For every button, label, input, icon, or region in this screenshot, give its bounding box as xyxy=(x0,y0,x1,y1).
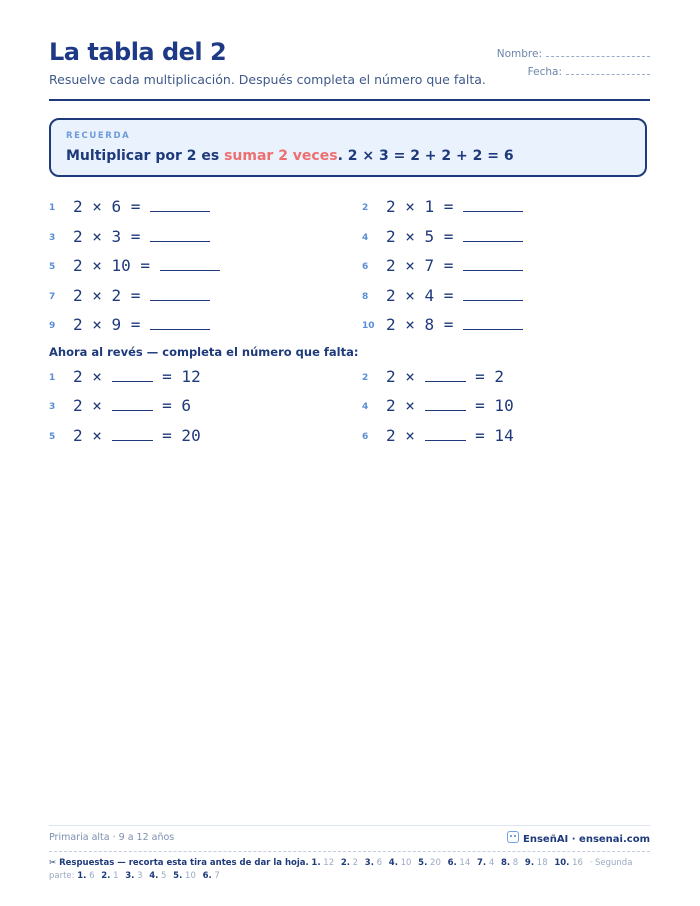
reminder-box xyxy=(49,118,647,177)
instructions: Resuelve cada multiplicación. Después completa el número que falta. xyxy=(49,72,486,87)
answers-part2 xyxy=(77,871,224,881)
exercise-number: 9 xyxy=(49,321,56,331)
answer-key: 4. xyxy=(149,870,159,881)
answer-value: 8 xyxy=(512,858,519,868)
expression-start: 2 × xyxy=(386,367,425,386)
answer-key: 2. xyxy=(340,858,350,868)
answer-blank[interactable] xyxy=(160,256,220,271)
answers-part1 xyxy=(311,858,589,868)
answer-strip xyxy=(49,857,649,882)
reminder-tag: RECUERDA xyxy=(66,131,131,141)
answer-key: 10. xyxy=(554,858,570,868)
exercise-expression: 2 × 7 = xyxy=(386,256,464,275)
answer-blank[interactable] xyxy=(463,315,523,330)
answers-part2-label: · Segunda parte: xyxy=(49,858,633,881)
exercise-number: 8 xyxy=(362,292,369,302)
reminder-text-before: Multiplicar por 2 es xyxy=(66,148,225,164)
answer-blank[interactable] xyxy=(150,227,210,242)
exercise-number: 5 xyxy=(49,262,56,272)
answer-blank[interactable] xyxy=(150,315,210,330)
exercise-expression: 2 × 8 = xyxy=(386,315,464,334)
answer-value: 20 xyxy=(430,858,441,868)
brand[interactable] xyxy=(507,831,650,845)
answer-value: 7 xyxy=(214,870,220,881)
answer-value: 12 xyxy=(323,858,335,868)
grade-level: Primaria alta · 9 a 12 años xyxy=(49,832,175,843)
exercise-number: 1 xyxy=(49,203,56,213)
expression-end: = 6 xyxy=(152,396,192,415)
answer-value: 10 xyxy=(185,870,196,881)
exercise-expression: 2 × 1 = xyxy=(386,197,464,216)
name-field[interactable] xyxy=(497,46,650,60)
exercise-number: 5 xyxy=(49,432,56,442)
name-label: Nombre: xyxy=(496,48,542,60)
exercise-number: 1 xyxy=(49,373,56,383)
exercise-expression: 2 × 3 = xyxy=(73,227,151,246)
section-title-part2: Ahora al revés — completa el número que falta: xyxy=(49,345,359,359)
answer-key: 5. xyxy=(418,858,428,868)
answer-value: 18 xyxy=(536,858,548,868)
answer-value: 6 xyxy=(89,870,95,881)
answer-key: 4. xyxy=(388,858,398,868)
answer-key: 8. xyxy=(500,858,511,868)
answer-key: 6. xyxy=(202,870,212,881)
answer-key: 7. xyxy=(476,858,487,868)
answer-blank[interactable] xyxy=(150,197,210,212)
exercise-number: 3 xyxy=(49,233,56,243)
date-field[interactable] xyxy=(528,64,650,78)
header-divider xyxy=(49,99,650,101)
answer-blank[interactable] xyxy=(463,256,523,271)
footer-divider xyxy=(49,825,650,826)
missing-number-blank[interactable] xyxy=(112,396,153,411)
exercise-expression: 2 × 6 = xyxy=(73,197,151,216)
exercise-number: 2 xyxy=(362,203,369,213)
expression-start: 2 × xyxy=(386,396,425,415)
exercise-number: 7 xyxy=(49,292,56,302)
answers-label: ✂ Respuestas — recorta esta tira antes de dar la hoja. xyxy=(49,858,309,868)
exercise-number: 2 xyxy=(362,373,369,383)
date-label: Fecha: xyxy=(527,66,562,78)
expression-start: 2 × xyxy=(73,426,112,445)
answer-value: 14 xyxy=(459,858,471,868)
reminder-text-after: . 2 × 3 = 2 + 2 + 2 = 6 xyxy=(337,148,514,164)
answer-key: 6. xyxy=(447,858,457,868)
answer-blank[interactable] xyxy=(150,286,210,301)
exercise-expression: 2 × 10 = xyxy=(73,256,160,275)
expression-start: 2 × xyxy=(386,426,425,445)
exercise-expression: 2 × 5 = xyxy=(386,227,464,246)
answer-value: 2 xyxy=(352,858,359,868)
exercise-expression: 2 × 4 = xyxy=(386,286,464,305)
answer-value: 10 xyxy=(400,858,412,868)
answer-key: 3. xyxy=(125,870,135,881)
reminder-text xyxy=(66,148,514,164)
page-title: La tabla del 2 xyxy=(49,38,227,66)
exercise-number: 3 xyxy=(49,402,56,412)
answer-key: 2. xyxy=(101,870,111,881)
exercise-number: 10 xyxy=(362,321,375,331)
answer-blank[interactable] xyxy=(463,227,523,242)
date-line[interactable] xyxy=(566,64,650,75)
missing-number-blank[interactable] xyxy=(112,426,153,441)
expression-end: = 10 xyxy=(465,396,514,415)
missing-number-blank[interactable] xyxy=(112,367,153,382)
expression-end: = 12 xyxy=(152,367,201,386)
cut-line xyxy=(49,851,650,852)
reminder-highlight: sumar 2 veces xyxy=(224,148,338,164)
name-line[interactable] xyxy=(546,46,650,57)
missing-number-blank[interactable] xyxy=(425,367,466,382)
answer-value: 5 xyxy=(161,870,167,881)
answer-value: 6 xyxy=(376,858,383,868)
exercise-number: 4 xyxy=(362,233,369,243)
answer-key: 1. xyxy=(311,858,321,868)
expression-start: 2 × xyxy=(73,396,112,415)
missing-number-blank[interactable] xyxy=(425,396,466,411)
answer-key: 9. xyxy=(524,858,535,868)
answer-value: 4 xyxy=(488,858,495,868)
answer-value: 1 xyxy=(113,870,119,881)
answer-key: 3. xyxy=(364,858,374,868)
exercise-number: 6 xyxy=(362,262,369,272)
missing-number-blank[interactable] xyxy=(425,426,466,441)
answer-value: 16 xyxy=(572,858,583,868)
expression-end: = 20 xyxy=(152,426,201,445)
exercise-expression: 2 × 2 = xyxy=(73,286,151,305)
expression-start: 2 × xyxy=(73,367,112,386)
brand-text: EnseñAI · ensenai.com xyxy=(523,834,650,845)
robot-icon xyxy=(507,831,519,843)
exercise-number: 4 xyxy=(362,402,369,412)
expression-end: = 2 xyxy=(465,367,505,386)
answer-key: 5. xyxy=(173,870,183,881)
answer-blank[interactable] xyxy=(463,286,523,301)
expression-end: = 14 xyxy=(465,426,514,445)
answer-key: 1. xyxy=(77,870,87,881)
exercise-number: 6 xyxy=(362,432,369,442)
answer-blank[interactable] xyxy=(463,197,523,212)
answer-value: 3 xyxy=(137,870,143,881)
exercise-expression: 2 × 9 = xyxy=(73,315,151,334)
